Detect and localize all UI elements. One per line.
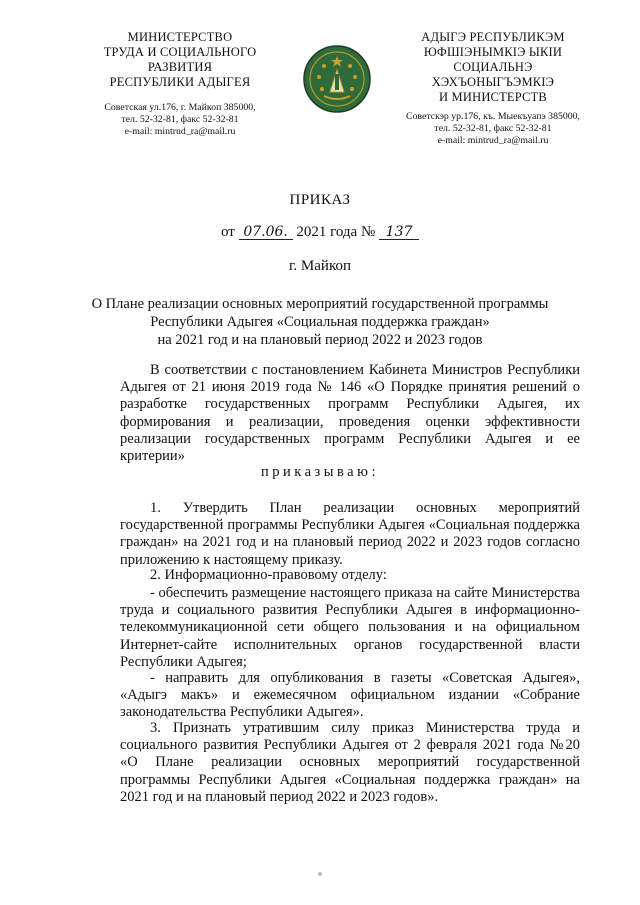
order-word: приказываю: — [261, 464, 379, 480]
ministry-header-adyghe — [378, 30, 608, 147]
handwritten-date: 07.06. — [239, 225, 293, 240]
date-line — [0, 224, 640, 241]
ministry-name-russian: МИНИСТЕРСТВО ТРУДА И СОЦИАЛЬНОГО РАЗВИТИЯ РЕСПУБЛИКИ АДЫГЕЯ — [103, 30, 257, 89]
handwritten-number: 137 — [379, 225, 419, 240]
order-item-3: 3. Признать утратившим силу приказ Министерства труда и социального развития Республики Адыгея от 2 февраля 2021 года №20 «О Плане реализации основных мероприятий государственной программы Республики Адыгея «Социальная поддержка граждан» на 2021 год и на плановый период 2022 и 2023 годов». — [120, 720, 580, 805]
ministry-name-adyghe: АДЫГЭ РЕСПУБЛИКЭМ ЮФШІЭНЫМКІЭ ЫКІИ СОЦИАЛЬНЭ ХЭХЪОНЫГЪЭМКІЭ И МИНИСТЕРСТВ — [421, 30, 565, 104]
order-subject: О Плане реализации основных мероприятий государственной программы Республики Адыгея «Социальная поддержка граждан» на 2021 год и на плановый период 2022 и 2023 годов — [91, 296, 549, 348]
date-suffix: 2021 года № — [296, 224, 376, 240]
order-item-2-subitem-1: - обеспечить размещение настоящего приказа на сайте Министерства труда и социального развития Республики Адыгея в информационно-телекоммуникационной сети общего пользования и на официальном Интернет-сайте исполнительных органов государственной власти Республики Адыгея; — [120, 585, 580, 670]
preamble-paragraph: В соответствии с постановлением Кабинета Министров Республики Адыгея от 21 июня 2019 года № 146 «О Порядке принятия решений о разработке государственных программ Республики Адыгея, их формирования и реализации, проведения оценки эффективности реализации государственных программ Республики Адыгея и ее критерии» — [120, 362, 580, 465]
order-item-1: 1. Утвердить План реализации основных мероприятий государственной программы Республики Адыгея «Социальная поддержка граждан» на 2021 год и на плановый период 2022 и 2023 годов согласно приложению к настоящему приказу. — [120, 500, 580, 568]
order-item-2-subitem-2: - направить для опубликования в газеты «Советская Адыгея», «Адыгэ макъ» и ежемесячном официальном издании «Собрание законодательства Республики Адыгея». — [120, 670, 580, 721]
page-mark — [318, 872, 322, 876]
coat-of-arms-icon — [302, 44, 372, 114]
ministry-address-russian: Советская ул.176, г. Майкоп 385000, тел. 52-32-81, факс 52-32-81 e-mail: mintrud_ra@mail.ru — [104, 102, 256, 137]
ministry-address-adyghe: Советскэр ур.176, къ. Мыекъуапэ 385000, тел. 52-32-81, факс 52-32-81 e-mail: mintrud_ra@mail.ru — [405, 111, 581, 146]
document-title: ПРИКАЗ — [289, 192, 351, 208]
date-prefix: от — [220, 224, 235, 240]
city-line: г. Майкоп — [288, 258, 352, 274]
order-item-2: 2. Информационно-правовому отделу: — [150, 567, 387, 583]
ministry-header-russian — [60, 30, 300, 138]
